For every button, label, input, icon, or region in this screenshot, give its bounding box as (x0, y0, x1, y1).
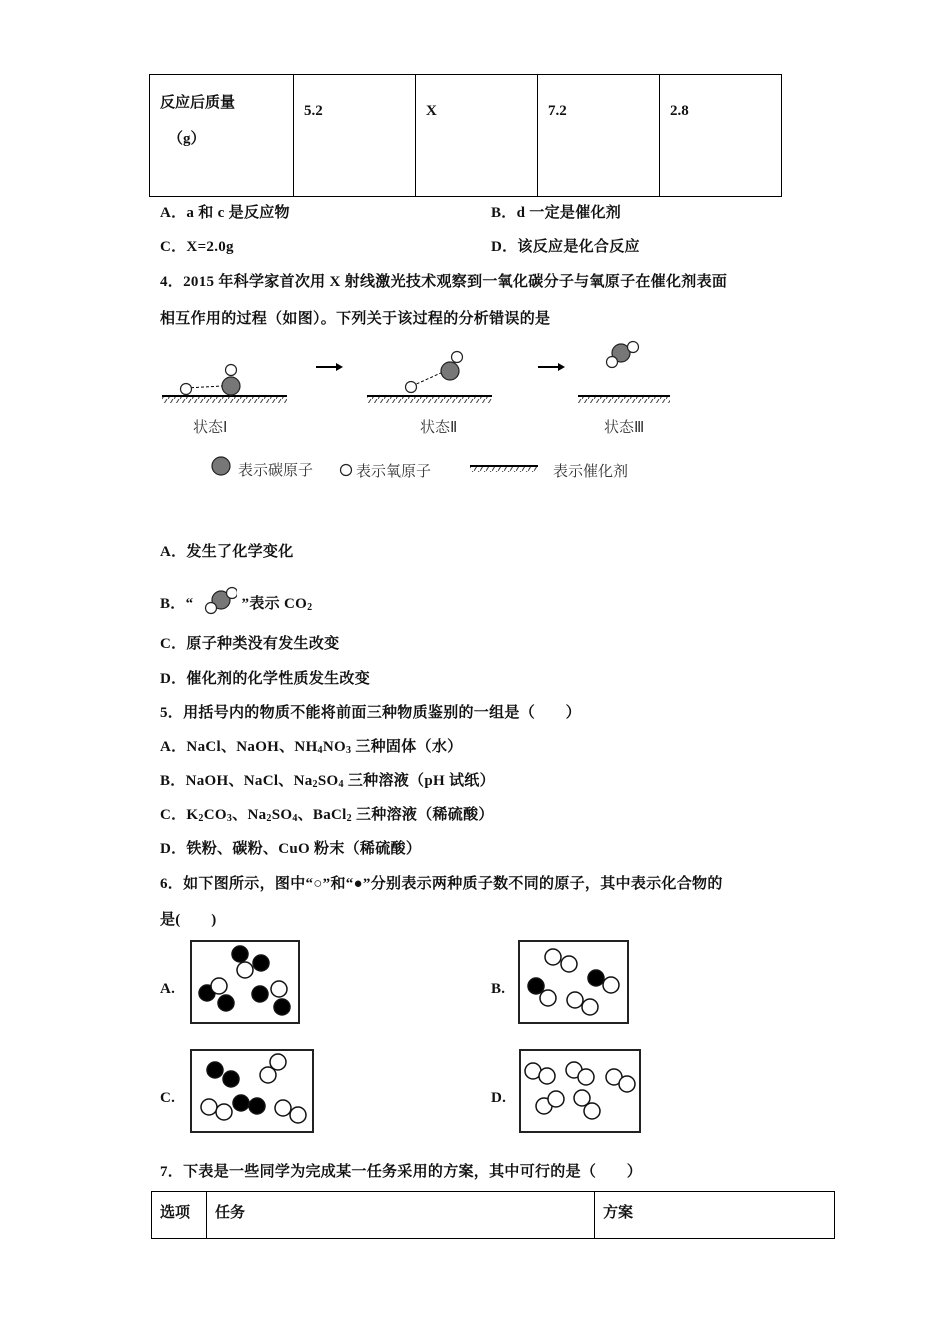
q4-option-d[interactable]: D．催化剂的化学性质发生改变 (160, 671, 371, 687)
q5b-s3: 4 (338, 779, 344, 790)
q6-box-c[interactable] (190, 1049, 314, 1133)
q4-stem-line1: 4．2015 年科学家首次用 X 射线激光技术观察到一氧化碳分子与氧原子在催化剂表面 (160, 274, 728, 290)
q5c-t4: 、Na (232, 807, 267, 823)
q3-option-b[interactable]: B．d 一定是催化剂 (491, 205, 622, 221)
co2-molecule-icon (197, 586, 237, 620)
legend-carbon-label: 表示碳原子 (238, 461, 314, 479)
mass-value-a (294, 75, 416, 197)
q5c-s7: 4 (292, 813, 298, 824)
q6-option-a-label[interactable]: A. (160, 981, 176, 997)
q7-table (151, 1191, 835, 1239)
q6-option-c-label[interactable]: C. (160, 1090, 176, 1106)
q5a-t0: A．NaCl、NaOH、NH (160, 739, 318, 755)
q5c-t6: SO (271, 807, 293, 823)
oxygen-atom (406, 382, 417, 393)
mass-value-a-text: 5.2 (304, 103, 323, 119)
q5-option-a[interactable] (160, 735, 462, 756)
q6-option-d-label[interactable]: D. (491, 1090, 507, 1106)
q6-stem-line2: 是( ) (160, 912, 217, 928)
state3-label: 状态Ⅲ (604, 418, 645, 436)
q5c-t2: CO (203, 807, 227, 823)
state3-diagram (578, 342, 670, 404)
q4-option-b[interactable] (160, 586, 312, 620)
oxygen-atom (181, 384, 192, 395)
q7-header-task-text: 任务 (215, 1205, 246, 1221)
q3-option-c[interactable]: C．X=2.0g (160, 239, 234, 255)
state2-label: 状态Ⅱ (420, 418, 458, 436)
q5b-t0: B．NaOH、NaCl、Na (160, 773, 313, 789)
q5c-s1: 2 (198, 813, 204, 824)
mass-value-b (416, 75, 538, 197)
oxygen-atom (607, 357, 618, 368)
oxygen-atom (452, 352, 463, 363)
arrow-right-icon (538, 363, 565, 371)
q7-header-plan-text: 方案 (603, 1205, 634, 1221)
q7-stem: 7．下表是一些同学为完成某一任务采用的方案，其中可行的是（ ） (160, 1164, 643, 1180)
q5c-s9: 2 (346, 813, 352, 824)
mass-row-label (150, 75, 294, 197)
q4-stem-line2: 相互作用的过程（如图）。下列关于该过程的分析错误的是 (160, 311, 551, 327)
arrow-right-icon (316, 363, 343, 371)
mass-value-b-text: X (426, 103, 437, 119)
legend-oxygen-label: 表示氧原子 (356, 462, 432, 480)
state2-diagram (367, 352, 492, 404)
q3-option-d[interactable]: D．该反应是化合反应 (491, 239, 640, 255)
mass-value-d (660, 75, 782, 197)
q5b-s1: 2 (312, 779, 318, 790)
legend-catalyst-label: 表示催化剂 (553, 462, 629, 480)
mass-row-label-line1: 反应后质量 (160, 95, 236, 111)
oxygen-atom (628, 342, 639, 353)
q5a-s3: 3 (345, 745, 352, 756)
q5c-t10: 三种溶液（稀硫酸） (351, 807, 494, 823)
q5b-t4: 三种溶液（pH 试纸） (343, 773, 495, 789)
q4-option-b-sub: 2 (307, 602, 313, 613)
mass-row-label-line2: （g） (168, 131, 206, 147)
q6-box-b[interactable] (518, 940, 629, 1024)
q6-box-a[interactable] (190, 940, 300, 1024)
q7-header-plan (595, 1192, 835, 1239)
q5a-t2: NO (322, 739, 346, 755)
q5c-t8: 、BaCl (297, 807, 347, 823)
q7-header-option (152, 1192, 207, 1239)
mass-value-c-text: 7.2 (548, 103, 567, 119)
q5b-t2: SO (317, 773, 339, 789)
q7-header-option-text: 选项 (160, 1205, 191, 1221)
carbon-atom (441, 362, 459, 380)
q4-option-b-suffix: ”表示 CO (241, 596, 308, 612)
q6-stem-line1: 6．如下图所示，图中“○”和“●”分别表示两种质子数不同的原子，其中表示化合物的 (160, 876, 723, 892)
state1-diagram (162, 365, 287, 404)
q5-stem: 5．用括号内的物质不能将前面三种物质鉴别的一组是（ ） (160, 705, 581, 721)
q5-option-d[interactable]: D．铁粉、碳粉、CuO 粉末（稀硫酸） (160, 841, 422, 857)
q5c-t0: C．K (160, 807, 199, 823)
mass-value-d-text: 2.8 (670, 103, 689, 119)
q5c-s5: 2 (266, 813, 272, 824)
state1-label: 状态Ⅰ (193, 418, 228, 436)
q5-option-b[interactable] (160, 769, 495, 790)
q4-option-b-prefix: B．“ (160, 596, 194, 612)
oxygen-legend-icon (341, 465, 352, 476)
q3-option-a[interactable]: A．a 和 c 是反应物 (160, 205, 290, 221)
q6-option-b-label[interactable]: B. (491, 981, 506, 997)
q5a-s1: 4 (317, 745, 323, 756)
carbon-legend-icon (212, 457, 230, 475)
q6-box-d[interactable] (519, 1049, 641, 1133)
q5-option-c[interactable] (160, 803, 494, 824)
q7-header-task (207, 1192, 595, 1239)
oxygen-atom (226, 365, 237, 376)
mass-value-c (538, 75, 660, 197)
q4-option-c[interactable]: C．原子种类没有发生改变 (160, 636, 340, 652)
q5a-t4: 三种固体（水） (351, 739, 463, 755)
q5c-s3: 3 (226, 813, 233, 824)
mass-table (149, 74, 782, 197)
carbon-atom (222, 377, 240, 395)
q4-option-a[interactable]: A．发生了化学变化 (160, 544, 294, 560)
